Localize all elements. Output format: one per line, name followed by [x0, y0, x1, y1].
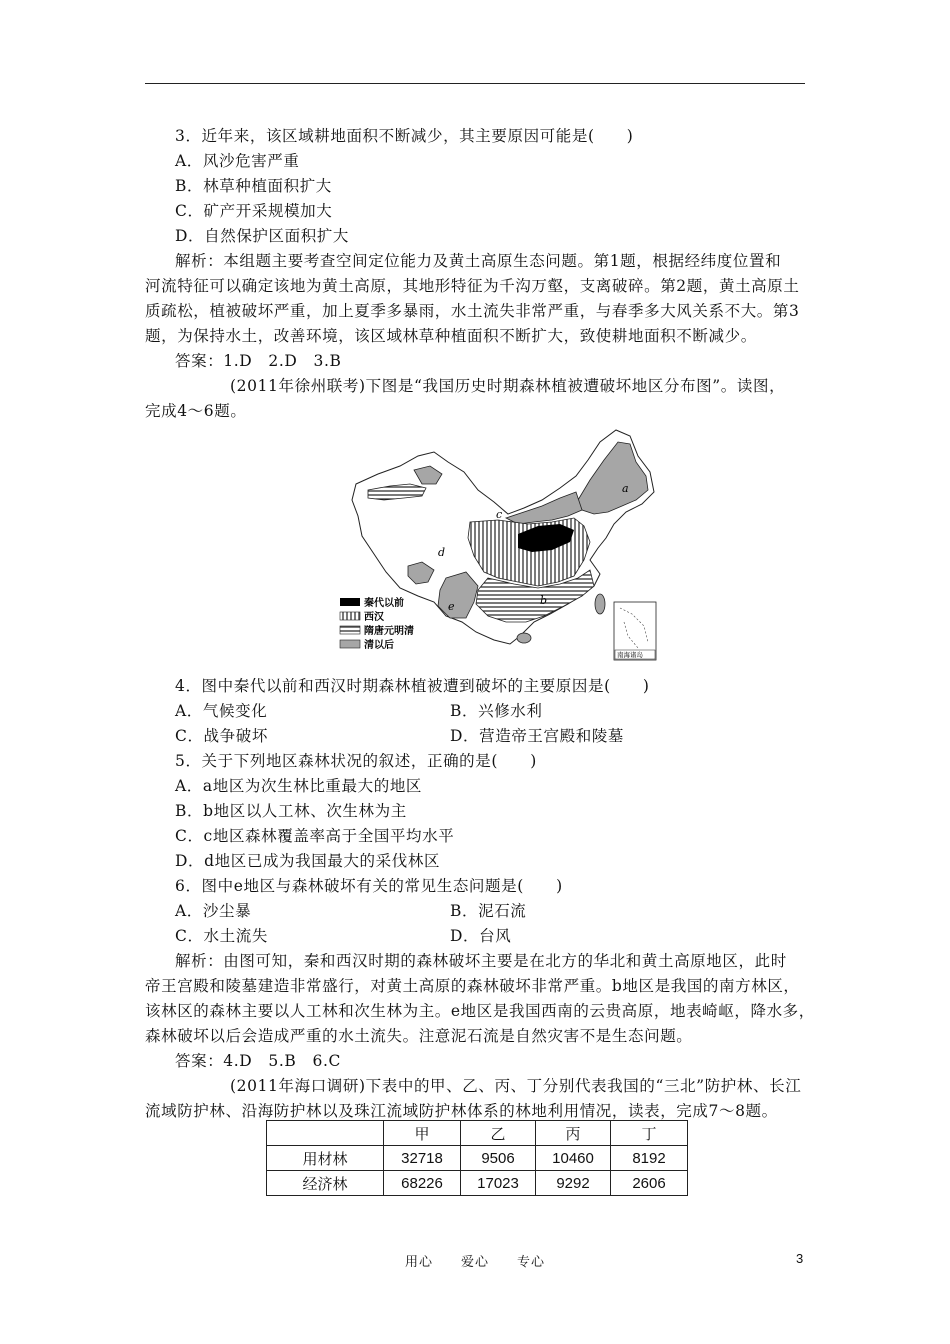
- label-e: e: [448, 600, 455, 613]
- q3-option-a: A．风沙危害严重: [175, 152, 300, 170]
- q5-option-c: C．c地区森林覆盖率高于全国平均水平: [175, 827, 455, 845]
- q5-option-b: B．b地区以人工林、次生林为主: [175, 802, 407, 820]
- q6-option-c: C．水土流失: [175, 927, 268, 945]
- analysis1-line3: 质疏松，植被破坏严重，加上夏季多暴雨，水土流失非常严重，与春季多大风关系不大。第3: [145, 302, 800, 320]
- table-cell: 9292: [536, 1171, 611, 1196]
- table-header-cell: [267, 1121, 384, 1146]
- q4-option-b: B．兴修水利: [450, 702, 543, 720]
- page-footer: 用心 爱心 专心: [404, 1255, 545, 1270]
- analysis1-line4: 题，为保持水土，改善环境，该区域林草种植面积不断扩大，致使耕地面积不断减少。: [145, 327, 757, 345]
- table-cell: 32718: [384, 1146, 461, 1171]
- intro3-line1: (2011年海口调研)下表中的甲、乙、丙、丁分别代表我国的“三北”防护林、长江: [230, 1077, 802, 1095]
- label-b: b: [540, 594, 548, 607]
- island-taiwan: [595, 594, 605, 614]
- q4-stem: 4．图中秦代以前和西汉时期森林植被遭到破坏的主要原因是( ): [175, 677, 650, 695]
- table-row: [267, 1146, 688, 1171]
- q6-option-a: A．沙尘暴: [175, 902, 252, 920]
- q6-stem: 6．图中e地区与森林破坏有关的常见生态问题是( ): [175, 877, 563, 895]
- q5-option-d: D．d地区已成为我国最大的采伐林区: [175, 852, 441, 870]
- table-header-cell: 丁: [611, 1121, 688, 1146]
- analysis2-line3: 该林区的森林主要以人工林和次生林为主。e地区是我国西南的云贵高原，地表崎岖，降水多，: [145, 1002, 815, 1020]
- table-header-cell: 甲: [384, 1121, 461, 1146]
- q3-stem: 3．近年来，该区域耕地面积不断减少，其主要原因可能是( ): [175, 127, 634, 145]
- q4-option-c: C．战争破坏: [175, 727, 268, 745]
- answer2: 答案：4.D 5.B 6.C: [175, 1052, 341, 1070]
- page-number: 3: [796, 1251, 804, 1266]
- q6-option-d: D．台风: [450, 927, 512, 945]
- table-cell: 10460: [536, 1146, 611, 1171]
- q4-option-d: D．营造帝王宫殿和陵墓: [450, 727, 625, 745]
- island-hainan: [517, 633, 531, 643]
- table-row: [267, 1171, 688, 1196]
- answer1: 答案：1.D 2.D 3.B: [175, 352, 342, 370]
- table-header-cell: 丙: [536, 1121, 611, 1146]
- q4-option-a: A．气候变化: [175, 702, 268, 720]
- forest-use-table: [266, 1120, 688, 1196]
- table-cell: 2606: [611, 1171, 688, 1196]
- legend-suitang: 隋唐元明清: [364, 626, 414, 637]
- q3-option-d: D．自然保护区面积扩大: [175, 227, 350, 245]
- q6-option-b: B．泥石流: [450, 902, 527, 920]
- header-rule: [145, 83, 805, 84]
- analysis2-line1: 解析：由图可知，秦和西汉时期的森林破坏主要是在北方的华北和黄土高原地区，此时: [175, 952, 787, 970]
- inset-label: 南海诸岛: [617, 651, 643, 659]
- table-cell: 9506: [461, 1146, 536, 1171]
- table-cell: 经济林: [267, 1171, 384, 1196]
- q5-option-a: A．a地区为次生林比重最大的地区: [175, 777, 423, 795]
- table-header-row: [267, 1121, 688, 1146]
- intro3-line2: 流域防护林、沿海防护林以及珠江流域防护林体系的林地利用情况，读表，完成7～8题。: [145, 1102, 778, 1120]
- analysis2-line2: 帝王宫殿和陵墓建造非常盛行，对黄土高原的森林破坏非常严重。b地区是我国的南方林区，: [145, 977, 800, 995]
- intro2-line1: (2011年徐州联考)下图是“我国历史时期森林植被遭破坏地区分布图”。读图，: [230, 377, 786, 395]
- table-cell: 用材林: [267, 1146, 384, 1171]
- table-cell: 8192: [611, 1146, 688, 1171]
- q5-stem: 5．关于下列地区森林状况的叙述，正确的是( ): [175, 752, 537, 770]
- analysis1-line2: 河流特征可以确定该地为黄土高原，其地形特征为千沟万壑，支离破碎。第2题，黄土高原土: [145, 277, 800, 295]
- intro2-line2: 完成4～6题。: [145, 402, 247, 420]
- legend-western-han: 西汉: [364, 612, 384, 623]
- analysis2-line4: 森林破坏以后会造成严重的水土流失。注意泥石流是自然灾害不是生态问题。: [145, 1027, 693, 1045]
- table-cell: 17023: [461, 1171, 536, 1196]
- q3-option-c: C．矿产开采规模加大: [175, 202, 333, 220]
- table-cell: 68226: [384, 1171, 461, 1196]
- legend-preqin: 秦代以前: [364, 598, 404, 609]
- label-c: c: [496, 508, 503, 521]
- legend-after-qing: 清以后: [364, 640, 394, 651]
- china-forest-map: [338, 426, 660, 664]
- label-a: a: [622, 482, 629, 495]
- table-header-cell: 乙: [461, 1121, 536, 1146]
- q3-option-b: B．林草种植面积扩大: [175, 177, 332, 195]
- analysis1-line1: 解析：本组题主要考查空间定位能力及黄土高原生态问题。第1题，根据经纬度位置和: [175, 252, 782, 270]
- label-d: d: [438, 546, 446, 559]
